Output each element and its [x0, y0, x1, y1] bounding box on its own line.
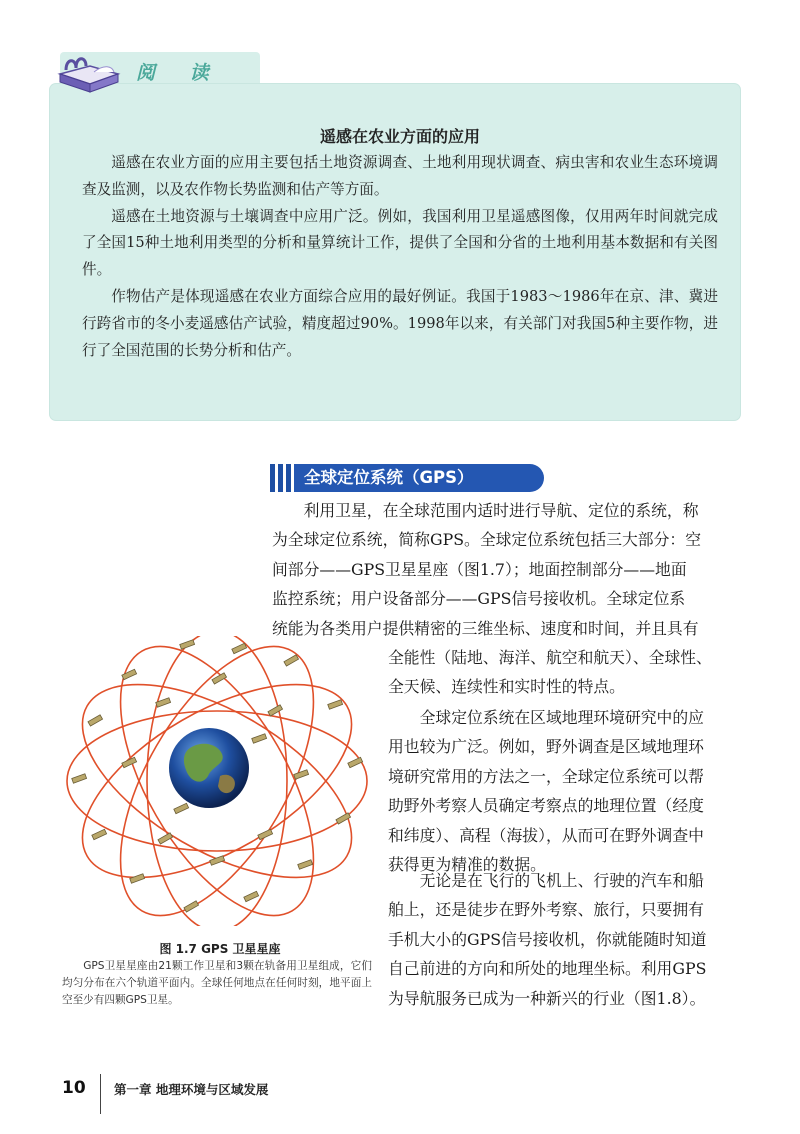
page-number: 10 — [62, 1078, 86, 1098]
section-header — [268, 464, 548, 492]
gps-constellation-figure — [62, 636, 372, 926]
text-line: 和纬度）、高程（海拔），从而可在野外调查中 — [388, 825, 704, 845]
reading-label: 阅 读 — [136, 62, 223, 84]
figure-caption-title: 图 1.7 GPS 卫星星座 — [159, 942, 281, 956]
reading-paragraph: 遥感在农业方面的应用主要包括土地资源调查、土地利用现状调查、病虫害和农业生态环境调查及监测，以及农作物长势监测和估产等方面。 — [82, 154, 718, 198]
landmass — [218, 775, 235, 793]
section-paragraph-1-tail — [388, 643, 728, 702]
text-line: 境研究常用的方法之一，全球定位系统可以帮 — [388, 766, 704, 786]
text-line: 全球定位系统在区域地理环境研究中的应 — [419, 708, 704, 727]
chapter-title: 第一章 地理环境与区域发展 — [114, 1082, 269, 1097]
text-line: 舶上，还是徒步在野外考察、旅行，只要拥有 — [388, 900, 704, 920]
section-bars-icon — [268, 464, 292, 492]
text-line: 手机大小的GPS信号接收机，你就能随时知道 — [388, 929, 707, 949]
reading-title: 遥感在农业方面的应用 — [319, 127, 480, 146]
text-line: 助野外考察人员确定考察点的地理位置（经度 — [388, 796, 704, 816]
figure-caption-body: GPS卫星星座由21颗工作卫星和3颗在轨备用卫星组成，它们均匀分布在六个轨道平面内。全球任何地点在任何时刻，地平面上空至少有四颗GPS卫星。 — [62, 960, 372, 1006]
reading-paragraph: 遥感在土地资源与土壤调查中应用广泛。例如，我国利用卫星遥感图像，仅用两年时间就完成了全国15种土地利用类型的分析和量算统计工作，提供了全国和分省的土地利用基本数据和有关图件。 — [82, 207, 718, 279]
footer-divider — [100, 1074, 101, 1114]
section-paragraph-1 — [272, 496, 724, 643]
reading-paragraph: 作物估产是体现遥感在农业方面综合应用的最好例证。我国于1983～1986年在京、津、冀进行跨省市的冬小麦遥感估产试验，精度超过90%。1998年以来，有关部门对我国5种主要作物，进行了全国范围的长势分析和估产。 — [82, 287, 718, 359]
text-line: 为导航服务已成为一种新兴的行业（图1.8）。 — [388, 988, 706, 1008]
text-line: 统能为各类用户提供精密的三维坐标、速度和时间，并且具有 — [272, 618, 699, 638]
text-line: 自己前进的方向和所处的地理坐标。利用GPS — [388, 959, 707, 979]
reading-body — [82, 150, 718, 364]
text-line: 获得更为精准的数据。 — [388, 855, 546, 875]
text-line: 用也较为广泛。例如，野外调查是区域地理环 — [388, 737, 704, 757]
text-line: 为全球定位系统，简称GPS。全球定位系统包括三大部分：空 — [272, 530, 701, 550]
section-title: 全球定位系统（GPS） — [294, 464, 544, 492]
text-line: 无论是在飞行的飞机上、行驶的汽车和船 — [419, 871, 704, 890]
text-line: 利用卫星，在全球范围内适时进行导航、定位的系统，称 — [303, 501, 699, 520]
text-line: 全能性（陆地、海洋、航空和航天）、全球性、 — [388, 648, 712, 667]
book-icon — [56, 44, 122, 100]
text-line: 全天候、连续性和实时性的特点。 — [388, 677, 625, 697]
section-paragraph-2 — [388, 703, 728, 879]
text-line: 间部分——GPS卫星星座（图1.7）；地面控制部分——地面 — [272, 559, 687, 579]
text-line: 监控系统；用户设备部分——GPS信号接收机。全球定位系 — [272, 589, 686, 609]
